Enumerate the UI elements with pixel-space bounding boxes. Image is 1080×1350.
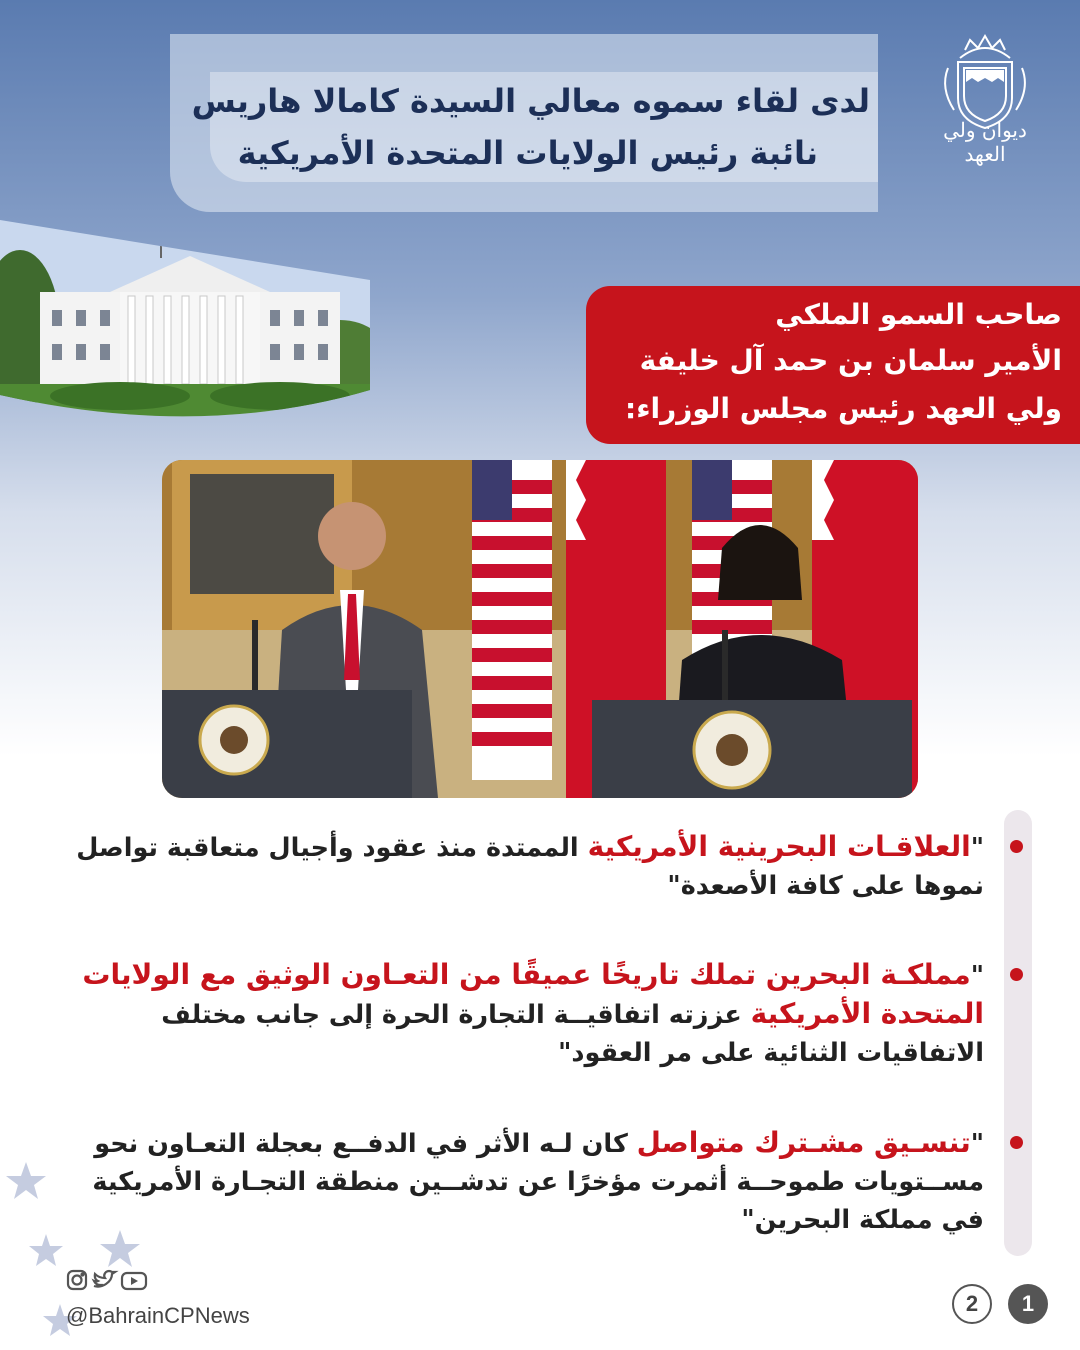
bullet-3 — [1010, 1136, 1023, 1149]
quote-2-text: عززته اتفاقيــة التجارة الحرة إلى جانب مختلف الاتفاقيات الثنائية على مر العقود" — [161, 1000, 984, 1068]
quotes-side-bar — [1004, 810, 1032, 1256]
quote-2-highlight: مملكـة البحرين تملك تاريخًا عميقًا من التعـاون الوثيق مع الولايات المتحدة الأمريكية — [82, 958, 984, 1030]
press-conference-photo — [162, 460, 918, 798]
speaker-position-line: ولي العهد رئيس مجلس الوزراء: — [625, 392, 1062, 425]
social-handle[interactable]: @BahrainCPNews — [66, 1303, 250, 1328]
quote-1-text: الممتدة منذ عقود وأجيال متعاقبة تواصل نموها على كافة الأصعدة" — [76, 833, 984, 901]
page-indicator-1[interactable]: 1 — [1008, 1284, 1048, 1324]
speaker-name-line: الأمير سلمان بن حمد آل خليفة — [639, 344, 1062, 377]
youtube-icon[interactable] — [122, 1273, 146, 1289]
instagram-icon[interactable] — [68, 1271, 86, 1289]
speaker-title-box — [586, 286, 1080, 444]
speaker-title-line-1: صاحب السمو الملكي — [775, 298, 1062, 331]
quote-3: "تنسـيق مشـترك متواصل كان لـه الأثر في الدفــع بعجلة التعـاون نحو مســتويات طموحــة أثمرت مؤخرًا عن تدشــين منطقة التجـارة الأمريكية في مملكة البحرين" — [92, 1126, 984, 1235]
quote-3-text: كان لـه الأثر في الدفــع بعجلة التعـاون نحو مســتويات طموحــة أثمرت مؤخرًا عن تدشــين منطقة التجـارة الأمريكية في مملكة البحرين" — [92, 1129, 984, 1235]
twitter-icon[interactable] — [94, 1271, 115, 1287]
white-house-image — [0, 220, 370, 430]
quote-2: "مملكـة البحرين تملك تاريخًا عميقًا من التعـاون الوثيق مع الولايات المتحدة الأمريكية عززته اتفاقيــة التجارة الحرة إلى جانب مختلف الاتفاقيات الثنائية على مر العقود" — [82, 958, 984, 1068]
bullet-1 — [1010, 840, 1023, 853]
social-icons — [66, 1268, 156, 1294]
logo-text: ديوان ولي العهد — [943, 118, 1027, 166]
quote-1: "العلاقـات البحرينية الأمريكية الممتدة منذ عقود وأجيال متعاقبة تواصل نموها على كافة الأصعدة" — [76, 830, 984, 901]
page-indicator-2[interactable]: 2 — [952, 1284, 992, 1324]
title-line-1: لدى لقاء سموه معالي السيدة كامالا هاريس — [191, 82, 870, 120]
bullet-2 — [1010, 968, 1023, 981]
quote-1-highlight: العلاقـات البحرينية الأمريكية — [587, 830, 971, 863]
quote-3-highlight: تنسـيق مشـترك متواصل — [636, 1126, 971, 1159]
title-line-2: نائبة رئيس الولايات المتحدة الأمريكية — [237, 134, 818, 172]
